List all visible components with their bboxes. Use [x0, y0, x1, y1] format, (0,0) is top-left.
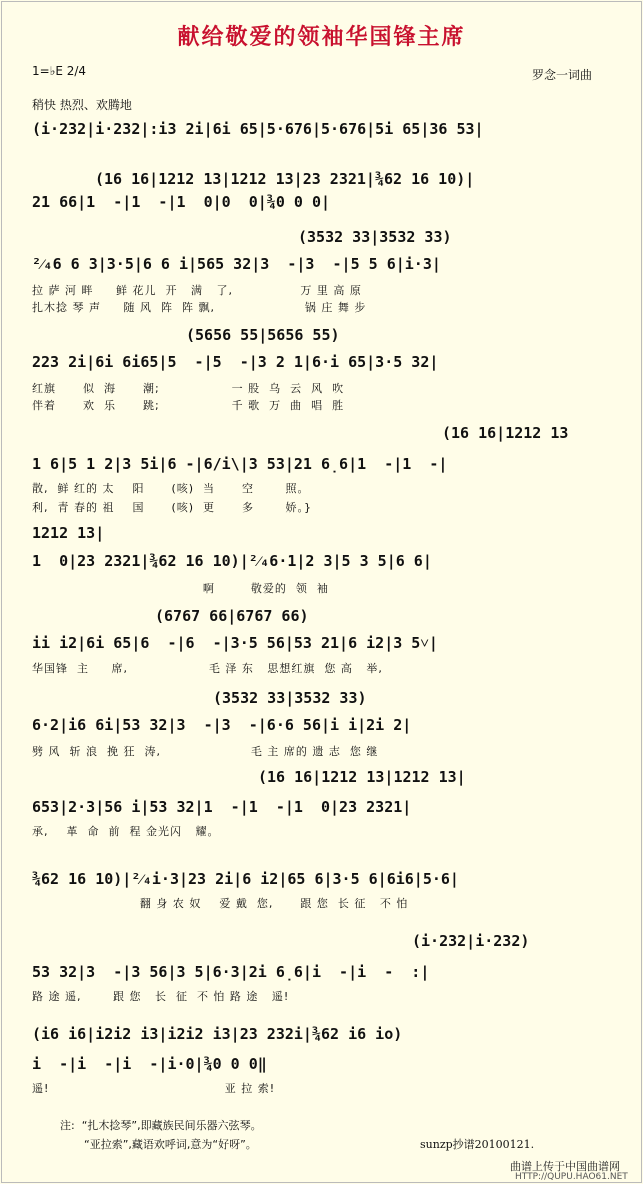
lyric-line: 翻 身 农 奴 爱 戴 您, 跟 您 长 征 不 怕 — [32, 897, 409, 910]
footnote-2: “亚拉索”,藏语欢呼词,意为“好呀”。 — [84, 1138, 257, 1151]
lyric-line: 伴着 欢 乐 跳; 千 歌 万 曲 唱 胜 — [32, 399, 345, 412]
lyric-line: 劈 风 斩 浪 挽 狂 涛, 毛 主 席的 遗 志 您 继 — [32, 745, 379, 758]
notation-row: (6767 66|6767 66) — [155, 607, 309, 625]
notation-row: (16 16|1212 13|1212 13|23 2321|¾62 16 10)| — [95, 170, 475, 188]
transcriber-credit: sunzp抄谱20100121. — [420, 1138, 535, 1151]
lyric-line: 利, 青 春的 祖 国 (咳) 更 多 娇。} — [32, 501, 312, 514]
notation-row: (3532 33|3532 33) — [213, 689, 367, 707]
tempo-marking: 稍快 热烈、欢腾地 — [32, 98, 132, 112]
notation-row: 53 32|3 -|3 56|3 5|6·3|2i 6̣6|i -|i - :| — [32, 963, 430, 981]
notation-row: 1 6|5 1 2|3 5i|6 -|6/i\|3 53|21 6̣6|1 -|1 -| — [32, 455, 448, 473]
lyric-line: 路 途 遥, 跟 您 长 征 不 怕 路 途 遥! — [32, 990, 290, 1003]
notation-row: ²⁄₄6 6 3|3·5|6 6 i|565 32|3 -|3 -|5 5 6|i·3| — [32, 255, 441, 273]
lyric-line: 华国锋 主 席, 毛 泽 东 思想红旗 您 高 举, — [32, 662, 383, 675]
footnote-1: 注: “扎木捻琴”,即藏族民间乐器六弦琴。 — [60, 1119, 262, 1132]
notation-row: 21 66|1 -|1 -|1 0|0 0|¾0 0 0| — [32, 193, 331, 211]
notation-row: ii i2|6i 65|6 -|6 -|3·5 56|53 21|6 i2|3 5˅| — [32, 634, 438, 652]
notation-row: (i6 i6|i2i2 i3|i2i2 i3|23 232i|¾62 i6 io) — [32, 1025, 403, 1043]
song-title: 献给敬爱的领袖华国锋主席 — [177, 25, 466, 50]
notation-row: (5656 55|5656 55) — [186, 326, 340, 344]
notation-row: i -|i -|i -|i·0|¾0 0 0‖ — [32, 1055, 267, 1073]
notation-row: 1212 13| — [32, 524, 105, 542]
lyric-line: 红旗 似 海 潮; 一 股 乌 云 风 吹 — [32, 382, 345, 395]
author-credit: 罗念一词曲 — [532, 68, 593, 82]
lyric-line: 啊 敬爱的 领 袖 — [32, 582, 329, 595]
lyric-line: 遥! 亚 拉 索! — [32, 1082, 276, 1095]
lyric-line: 扎木捻 琴 声 随 风 阵 阵 飘, 锅 庄 舞 步 — [32, 301, 367, 314]
notation-row: (i·232|i·232) — [412, 932, 530, 950]
site-url: HTTP://QUPU.HAO61.NET — [515, 1172, 628, 1182]
notation-row: ¾62 16 10)|²⁄₄i·3|23 2i|6 i2|65 6|3·5 6|6i6|5·6| — [32, 870, 459, 888]
lyric-line: 散, 鲜 红的 太 阳 (咳) 当 空 照。 — [32, 482, 310, 495]
notation-row: (16 16|1212 13 — [442, 424, 569, 442]
site-watermark: 曲谱上传于中国曲谱网 — [510, 1160, 620, 1173]
notation-row: (3532 33|3532 33) — [298, 228, 452, 246]
lyric-line: 承, 革 命 前 程 金光闪 耀。 — [32, 825, 220, 838]
lyric-line: 拉 萨 河 畔 鲜 花儿 开 满 了, 万 里 高 原 — [32, 284, 362, 297]
notation-row: 6·2|i6 6i|53 32|3 -|3 -|6·6 56|i i|2i 2| — [32, 716, 412, 734]
notation-row: 223 2i|6i 6i65|5 -|5 -|3 2 1|6·i 65|3·5 32| — [32, 353, 439, 371]
notation-row: 653|2·3|56 i|53 32|1 -|1 -|1 0|23 2321| — [32, 798, 412, 816]
notation-row: (16 16|1212 13|1212 13| — [258, 768, 466, 786]
key-signature: 1=♭E 2/4 — [32, 64, 87, 78]
notation-row: 1 0|23 2321|¾62 16 10)|²⁄₄6·1|2 3|5 3 5|6 6| — [32, 552, 432, 570]
notation-row: (i·232|i·232|:i3 2i|6i 65|5·676|5·676|5i 65|36 53| — [32, 120, 484, 138]
